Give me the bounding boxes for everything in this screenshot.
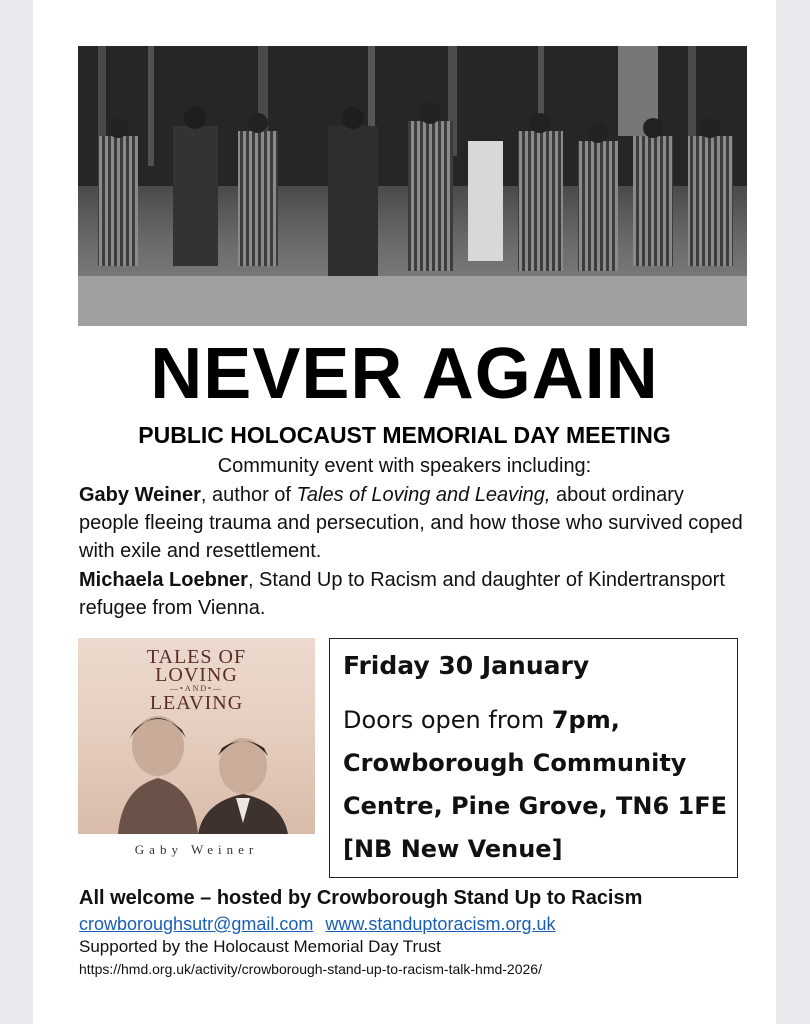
doors-line (343, 699, 733, 742)
speaker1-name: Gaby Weiner (79, 484, 201, 506)
speaker-gaby-weiner (79, 481, 749, 565)
marching-prisoners-image (78, 46, 747, 326)
book-cover-portraits (78, 638, 315, 834)
meeting-title: PUBLIC HOLOCAUST MEMORIAL DAY MEETING (138, 422, 671, 448)
venue-note: [NB New Venue] (343, 835, 563, 863)
welcome-text: All welcome – hosted by Crowborough Stand Up to Racism (79, 887, 643, 909)
event-venue-details (343, 699, 733, 871)
venue-name: Crowborough Community (343, 749, 687, 777)
venue-line1 (343, 742, 733, 785)
speaker1-book-title: Tales of Loving and Leaving, (296, 484, 551, 506)
headline: NEVER AGAIN (150, 334, 659, 414)
intro-text: Community event with speakers including: (217, 455, 592, 477)
speaker1-text-before: , author of (200, 484, 297, 506)
email-link[interactable]: crowboroughsutr@gmail.com (79, 914, 314, 934)
book-title-and: —•AND•— (170, 684, 223, 693)
event-url: https://hmd.org.uk/activity/crowborough-stand-up-to-racism-talk-hmd-2026/ (79, 961, 542, 977)
venue-line2 (343, 785, 733, 828)
event-date: Friday 30 January (343, 651, 590, 680)
book-author: Gaby Weiner (134, 842, 259, 857)
venue-address: Centre, Pine Grove, TN6 1FE (343, 792, 727, 820)
book-cover (78, 638, 315, 834)
poster (33, 0, 776, 1024)
speaker-michaela-loebner (79, 566, 749, 622)
contact-links (79, 913, 555, 935)
supported-by-text: Supported by the Holocaust Memorial Day Trust (79, 937, 441, 956)
speaker2-text: , Stand Up to Racism and daughter of Kindertransport refugee from Vienna. (79, 569, 725, 619)
venue-note-line (343, 828, 733, 871)
book-title-line1: TALES OF (146, 646, 247, 668)
book-title-line3: LEAVING (149, 692, 244, 714)
doors-prefix: Doors open from (343, 706, 552, 734)
speaker1-text-after: about ordinary people fleeing trauma and persecution, and how those who survived coped with exile and resettlement. (79, 484, 743, 562)
speaker2-name: Michaela Loebner (79, 569, 248, 591)
header-photo (78, 46, 747, 326)
book-title-line2: LOVING (155, 664, 238, 686)
doors-time: 7pm, (551, 706, 620, 734)
website-link[interactable]: www.standuptoracism.org.uk (325, 914, 556, 934)
event-details-box (329, 638, 738, 878)
